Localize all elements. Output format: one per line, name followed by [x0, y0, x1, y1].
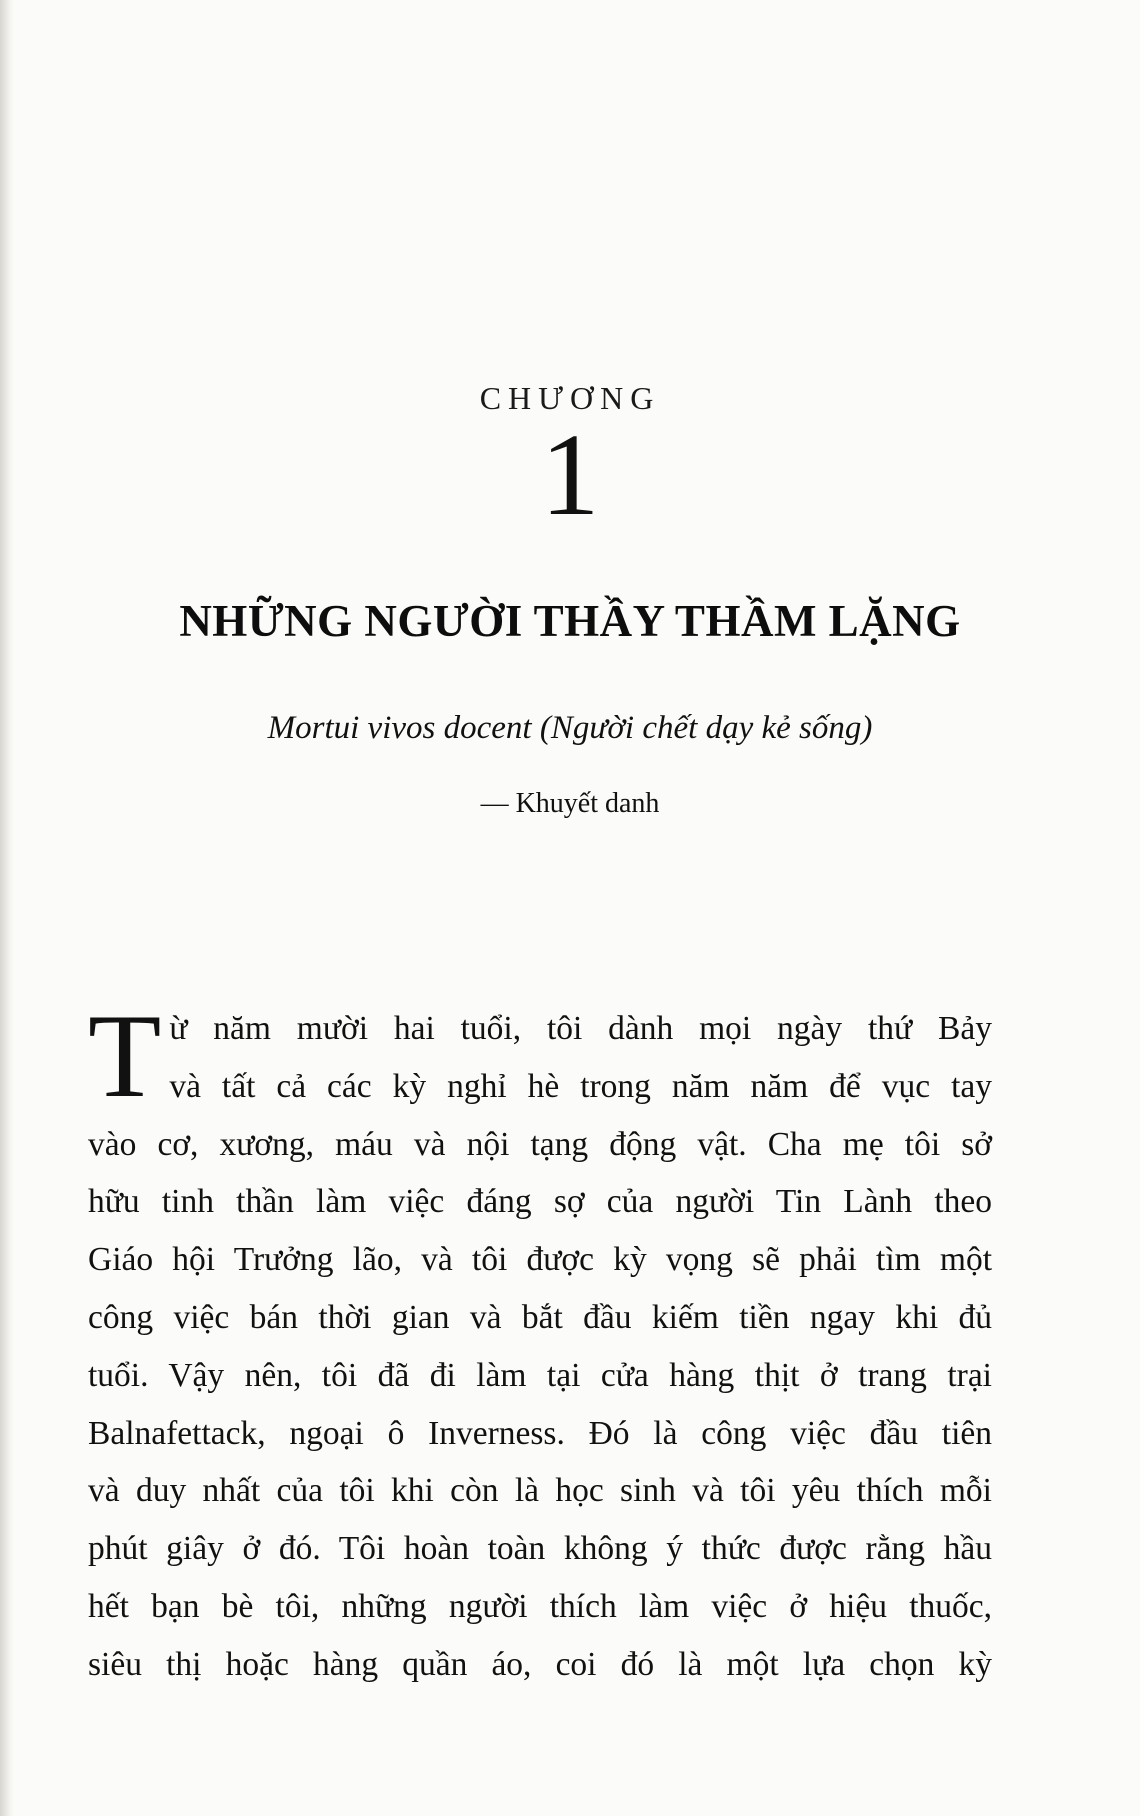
body-line: vào cơ, xương, máu và nội tạng động vật. Cha mẹ tôi sở: [88, 1125, 992, 1163]
chapter-title: NHỮNG NGƯỜI THẦY THẦM LẶNG: [179, 596, 961, 646]
epigraph-attribution: — Khuyết danh: [480, 788, 660, 819]
body-line: siêu thị hoặc hàng quần áo, coi đó là một lựa chọn kỳ: [88, 1645, 992, 1683]
body-paragraph: [88, 989, 992, 1694]
chapter-number: 1: [540, 409, 600, 540]
body-line: Balnafettack, ngoại ô Inverness. Đó là công việc đầu tiên: [88, 1414, 992, 1452]
body-line: hết bạn bè tôi, những người thích làm việc ở hiệu thuốc,: [88, 1587, 992, 1625]
body-line: phút giây ở đó. Tôi hoàn toàn không ý thức được rằng hầu: [88, 1530, 992, 1568]
body-line: ừ năm mười hai tuổi, tôi dành mọi ngày thứ Bảy: [169, 1010, 992, 1047]
body-line: tuổi. Vậy nên, tôi đã đi làm tại cửa hàng thịt ở trang trại: [88, 1356, 992, 1394]
body-line: công việc bán thời gian và bắt đầu kiếm tiền ngay khi đủ: [88, 1298, 992, 1336]
body-line: và duy nhất của tôi khi còn là học sinh và tôi yêu thích mỗi: [88, 1472, 992, 1510]
body-line: hữu tinh thần làm việc đáng sợ của người Tin Lành theo: [88, 1183, 992, 1221]
body-line: và tất cả các kỳ nghỉ hè trong năm năm để vục tay: [169, 1067, 992, 1105]
page-binding-edge: [0, 0, 14, 1816]
chapter-label: CHƯƠNG: [479, 380, 661, 416]
epigraph: Mortui vivos docent (Người chết dạy kẻ sống): [267, 710, 873, 746]
body-line: Giáo hội Trưởng lão, và tôi được kỳ vọng sẽ phải tìm một: [88, 1241, 992, 1279]
drop-cap: T: [88, 989, 162, 1122]
